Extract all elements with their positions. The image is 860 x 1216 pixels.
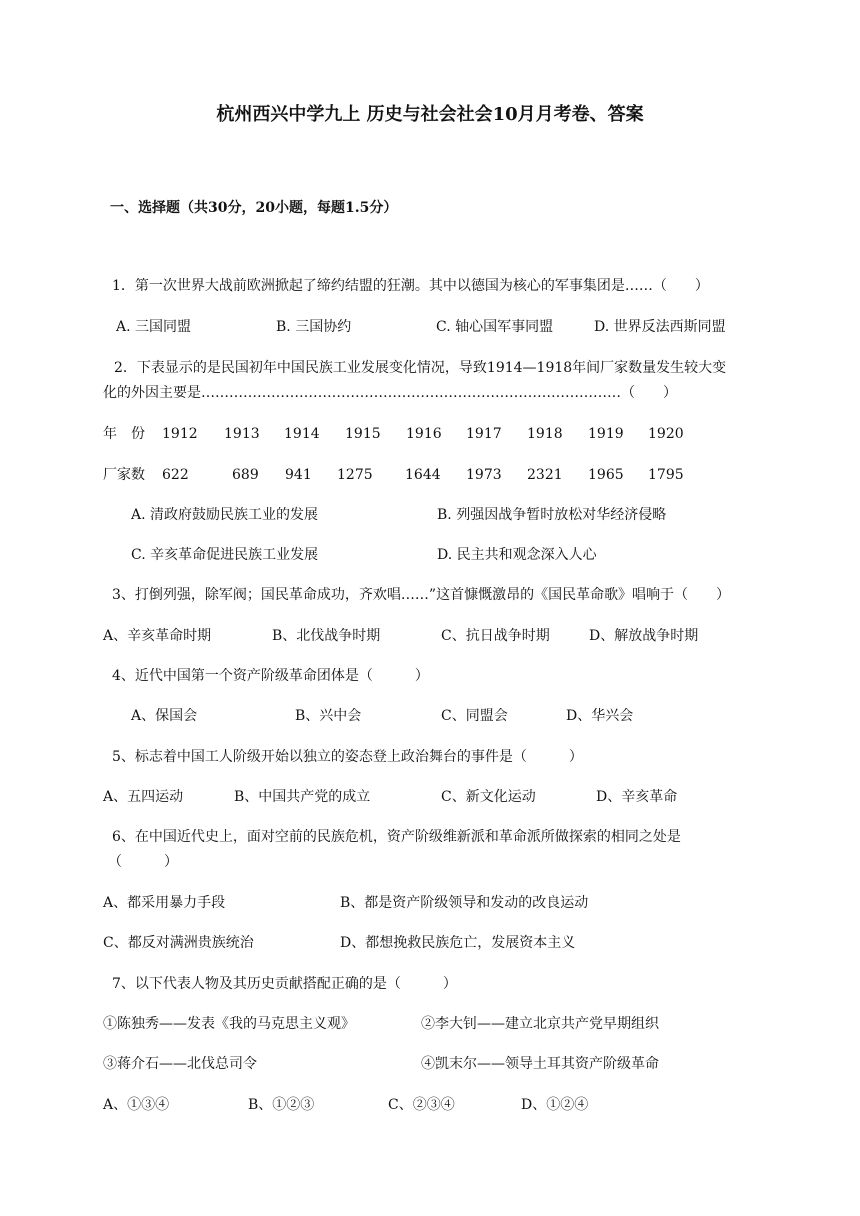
q4-option-c: C、同盟会 [441,708,508,724]
table-count-cell: 2321 [527,467,563,483]
question-2-stem-line2: 化的外因主要是………………………………………………………………………………（ ） [103,385,677,401]
table-year-cell: 1916 [406,426,442,442]
q7-item-2: ②李大钊——建立北京共产党早期组织 [421,1016,659,1032]
q2-option-c: C. 辛亥革命促进民族工业发展 [131,547,319,563]
q1-option-c: C. 轴心国军事同盟 [436,319,554,335]
q7-item-4: ④凯末尔——领导土耳其资产阶级革命 [421,1056,659,1072]
q7-item-1: ①陈独秀——发表《我的马克思主义观》 [103,1016,355,1032]
question-4-stem: 4、近代中国第一个资产阶级革命团体是（ ） [112,668,429,684]
question-1-stem: 1．第一次世界大战前欧洲掀起了缔约结盟的狂潮。其中以德国为核心的军事集团是……（ ） [112,278,709,294]
table-year-cell: 1915 [345,426,381,442]
q6-option-b: B、都是资产阶级领导和发动的改良运动 [340,895,589,911]
table-year-cell: 1914 [284,426,320,442]
q7-option-a: A、①③④ [103,1097,170,1113]
q2-option-b: B. 列强因战争暂时放松对华经济侵略 [437,507,667,523]
question-5-stem: 5、标志着中国工人阶级开始以独立的姿态登上政治舞台的事件是（ ） [112,749,583,765]
table-year-label: 年 份 [103,426,145,442]
table-year-cell: 1913 [224,426,260,442]
q3-option-a: A、辛亥革命时期 [103,628,212,644]
table-year-cell: 1912 [162,426,198,442]
q2-option-a: A. 清政府鼓励民族工业的发展 [131,507,319,523]
table-count-cell: 941 [285,467,312,483]
q1-option-a: A. 三国同盟 [116,319,192,335]
table-count-cell: 1973 [466,467,502,483]
question-6-stem-line2: （ ） [108,854,178,870]
table-count-cell: 1644 [405,467,441,483]
q4-option-d: D、华兴会 [566,708,634,724]
q3-option-c: C、抗日战争时期 [441,628,550,644]
q6-option-d: D、都想挽救民族危亡，发展资本主义 [340,935,576,951]
table-count-cell: 1795 [648,467,684,483]
q6-option-c: C、都反对满洲贵族统治 [103,935,254,951]
table-year-cell: 1918 [527,426,563,442]
question-6-stem-line1: 6、在中国近代史上，面对空前的民族危机，资产阶级维新派和革命派所做探索的相同之处是 [112,829,681,845]
q3-option-d: D、解放战争时期 [589,628,699,644]
table-count-cell: 689 [232,467,259,483]
q1-option-d: D. 世界反法西斯同盟 [594,319,726,335]
q5-option-c: C、新文化运动 [441,789,536,805]
question-2-stem-line1: 2．下表显示的是民国初年中国民族工业发展变化情况，导致1914—1918年间厂家数量发生较大变 [114,360,727,376]
q4-option-a: A、保国会 [131,708,198,724]
q3-option-b: B、北伐战争时期 [272,628,381,644]
question-3-stem: 3、打倒列强，除军阀；国民革命成功，齐欢唱……”这首慷慨激昂的《国民革命歌》唱响于（ ） [112,587,731,603]
table-year-cell: 1920 [648,426,684,442]
section-heading-choice: 一、选择题（共30分，20小题，每题1.5分） [110,200,398,216]
table-count-cell: 622 [162,467,189,483]
q7-option-b: B、①②③ [248,1097,315,1113]
q7-option-d: D、①②④ [521,1097,589,1113]
q7-item-3: ③蒋介石——北伐总司令 [103,1056,257,1072]
table-count-label: 厂家数 [103,467,145,483]
page-title: 杭州西兴中学九上 历史与社会社会10月月考卷、答案 [216,104,644,125]
q5-option-d: D、辛亥革命 [596,789,678,805]
q1-option-b: B. 三国协约 [276,319,352,335]
table-count-cell: 1275 [337,467,373,483]
q6-option-a: A、都采用暴力手段 [103,895,226,911]
q2-option-d: D. 民主共和观念深入人心 [437,547,597,563]
q7-option-c: C、②③④ [388,1097,455,1113]
table-year-cell: 1917 [466,426,502,442]
q5-option-b: B、中国共产党的成立 [234,789,371,805]
q4-option-b: B、兴中会 [295,708,362,724]
table-year-cell: 1919 [588,426,624,442]
question-7-stem: 7、以下代表人物及其历史贡献搭配正确的是（ ） [112,976,457,992]
table-count-cell: 1965 [588,467,624,483]
q5-option-a: A、五四运动 [103,789,184,805]
